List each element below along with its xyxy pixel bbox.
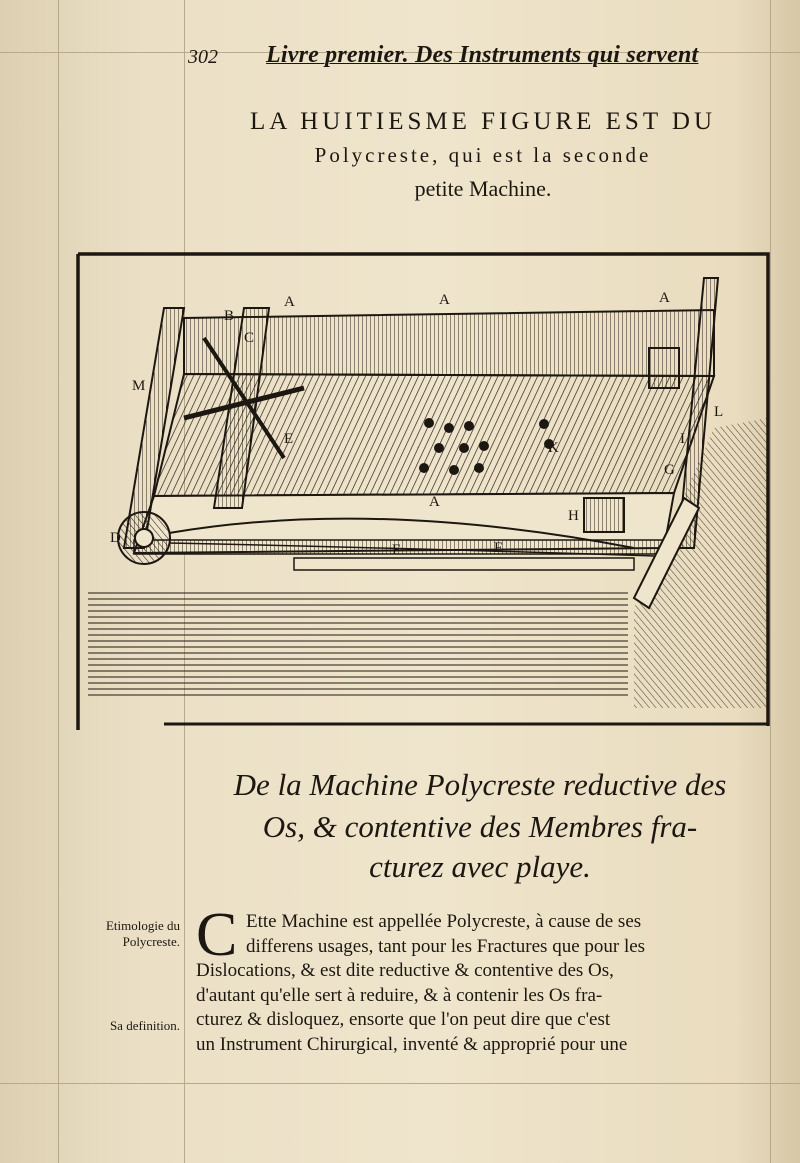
body-line: cturez & disloquez, ensorte que l'on peut dire que c'est [196, 1009, 611, 1030]
margin-note-definition: Sa definition. [109, 1018, 180, 1033]
figure-label: I [680, 431, 685, 447]
figure-label: B [224, 308, 235, 324]
figure-label: E [284, 431, 294, 447]
body-paragraph [196, 910, 778, 1057]
body-line: differens usages, tant pour les Fractures que pour les [246, 935, 646, 957]
figure-label: L [714, 404, 724, 420]
figure-label: A [439, 292, 450, 308]
body-line: un Instrument Chirurgical, inventé & approprié pour une [196, 1033, 628, 1055]
figure-label: M [132, 378, 146, 394]
figure-heading-line-3: petite Machine. [414, 176, 552, 201]
figure-label: K [548, 440, 559, 456]
figure-label: G [664, 462, 675, 478]
figure-label: A [659, 290, 670, 306]
figure-label: D [110, 530, 121, 546]
engraving-drawing [74, 248, 774, 738]
body-line: d'autant qu'elle sert à reduire, & à contenir les Os fra- [196, 984, 603, 1006]
page-rule [0, 1083, 800, 1084]
figure-label: H [568, 508, 579, 524]
page-number: 302 [188, 46, 218, 68]
figure-label: C [244, 330, 255, 346]
section-title-line-1: De la Machine Polycreste reductive des [233, 767, 727, 802]
page-rule [58, 0, 59, 1163]
figure-label: F [392, 542, 401, 558]
polycreste-machine-engraving [74, 248, 774, 738]
running-title [266, 42, 698, 69]
section-title-line-2: Os, & contentive des Membres fra- [262, 809, 698, 844]
section-title-line-3: cturez avec playe. [369, 849, 591, 884]
body-line: Dislocations, & est dite reductive & contentive des Os, [196, 960, 614, 981]
running-title-text: Livre premier. Des Instruments qui servent [266, 42, 699, 68]
figure-heading-line-1: LA HUITIESME FIGURE EST DU [249, 108, 717, 135]
figure-label: A [284, 294, 295, 310]
figure-heading-line-2: Polycreste, qui est la seconde [314, 143, 652, 167]
body-line: Ette Machine est appellée Polycreste, à cause de ses [246, 911, 642, 932]
figure-label: F [494, 540, 503, 556]
drop-cap: C [196, 901, 238, 969]
margin-note-etimologie: Etimologie du Polycreste. [105, 918, 180, 949]
figure-label: A [429, 494, 440, 510]
running-header [188, 38, 748, 74]
